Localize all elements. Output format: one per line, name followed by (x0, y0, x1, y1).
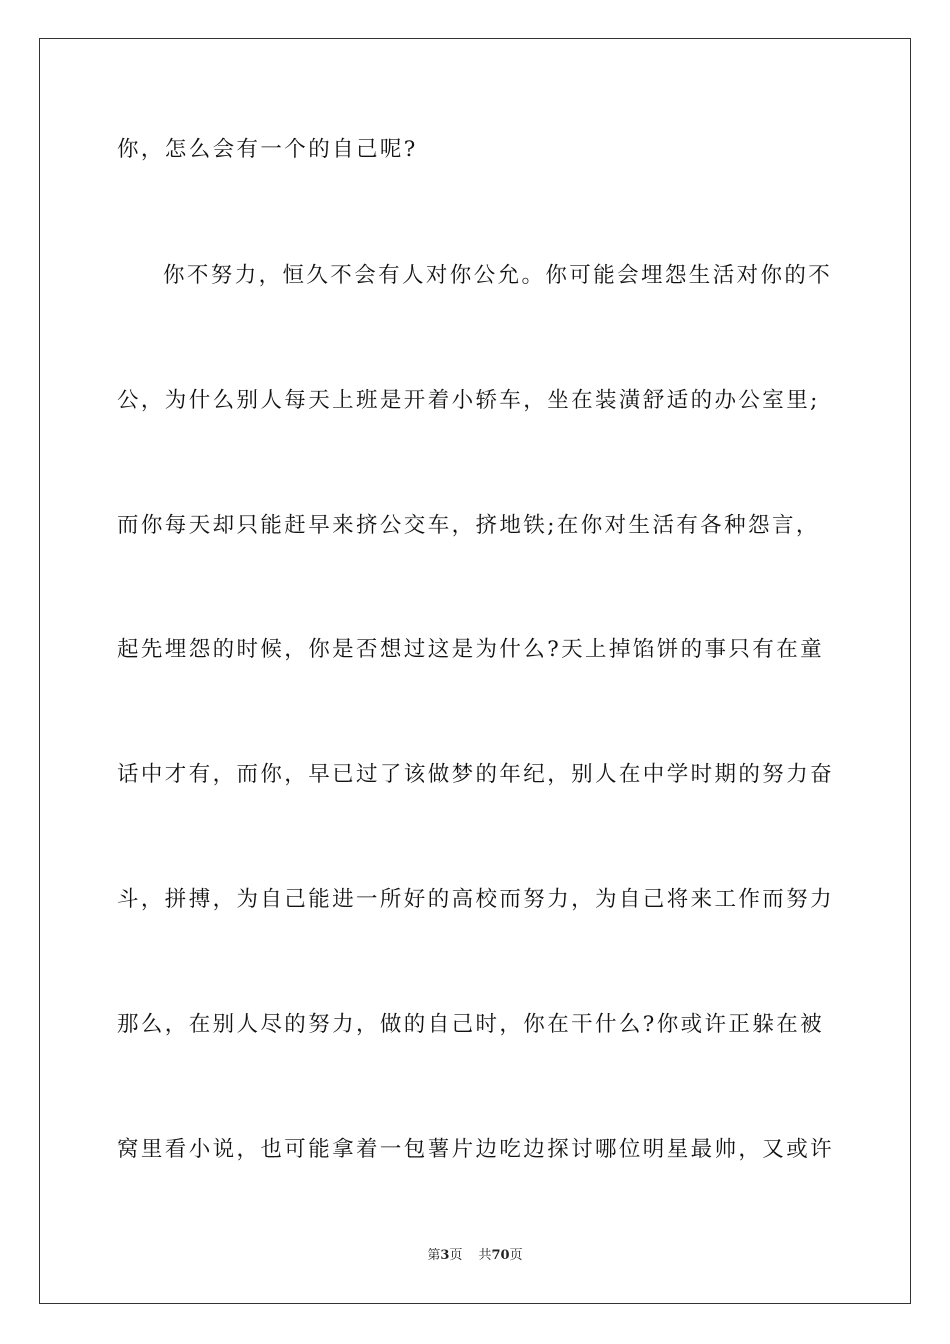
text-line-8: 那么，在别人尽的努力，做的自己时，你在干什么?你或许正躲在被 (117, 1012, 825, 1037)
page-number: 3 (440, 1248, 450, 1263)
text-line-9: 窝里看小说，也可能拿着一包薯片边吃边探讨哪位明星最帅，又或许 (117, 1137, 835, 1162)
total-suffix: 页 (509, 1248, 523, 1263)
total-pages: 70 (491, 1248, 510, 1263)
text-line-7: 斗，拼搏，为自己能进一所好的高校而努力，为自己将来工作而努力 (117, 887, 835, 912)
text-line-6: 话中才有，而你，早已过了该做梦的年纪，别人在中学时期的努力奋 (117, 762, 835, 787)
page-suffix: 页 (449, 1248, 463, 1263)
text-line-4: 而你每天却只能赶早来挤公交车，挤地铁;在你对生活有各种怨言， (117, 513, 820, 538)
text-line-5: 起先埋怨的时候，你是否想过这是为什么?天上掉馅饼的事只有在童 (117, 637, 825, 662)
page-border (39, 38, 911, 1304)
text-line-2: 你不努力，恒久不会有人对你公允。你可能会埋怨生活对你的不 (163, 263, 833, 288)
page-prefix: 第 (427, 1248, 441, 1263)
page-footer (0, 1248, 950, 1264)
text-line-1: 你，怎么会有一个的自己呢? (117, 137, 418, 162)
text-line-3: 公，为什么别人每天上班是开着小轿车，坐在装潢舒适的办公室里; (117, 388, 820, 413)
total-prefix: 共 (478, 1248, 492, 1263)
